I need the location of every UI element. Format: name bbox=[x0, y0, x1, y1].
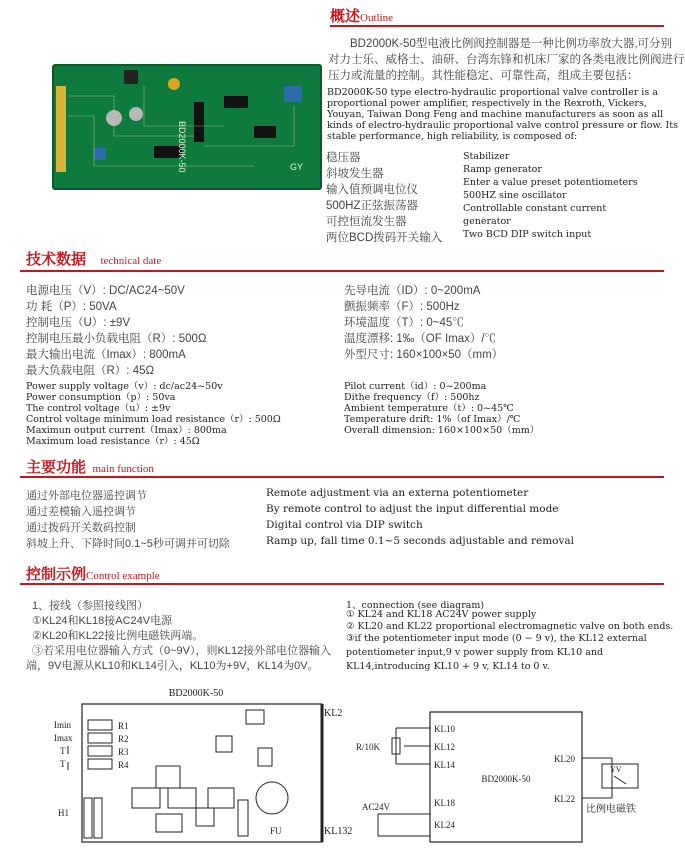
control-en-line: KL14,introducing KL10 + 9 v, KL14 to 0 v. bbox=[346, 661, 550, 672]
intro-en-line: proportional power amplifier, respectively in the Rexroth, Vickers, bbox=[327, 98, 647, 109]
fu-label: FU bbox=[270, 826, 282, 836]
connector-h1 bbox=[94, 798, 102, 838]
terminal-kl22: KL22 bbox=[554, 794, 575, 804]
function-en: By remote control to adjust the input differential mode bbox=[266, 503, 559, 515]
component-en: 500HZ sine oscillator bbox=[463, 190, 567, 201]
trimmer-r2 bbox=[88, 733, 112, 743]
trimmer-r3 bbox=[88, 746, 112, 756]
tech-spec-en: Maximun output current（Imax）: 800ma bbox=[26, 425, 227, 436]
control-zh-line: 端，9V电源从KL10和KL14引入，KL10为+9V，KL14为0V。 bbox=[26, 660, 319, 672]
coil-label: YV bbox=[610, 765, 622, 774]
tech-spec-zh: 外型尺寸: 160×100×50（mm） bbox=[344, 349, 504, 361]
pcb-photo bbox=[52, 64, 322, 190]
control-title bbox=[26, 563, 160, 584]
control-en-line: ① KL24 and KL18 AC24V power supply bbox=[346, 609, 537, 620]
component-zh: 稳压器 bbox=[326, 152, 361, 164]
component-block bbox=[238, 800, 248, 836]
component-block bbox=[246, 710, 264, 724]
tech-spec-en: Ambient temperature（t）: 0~45℃ bbox=[344, 403, 514, 414]
functions-title-en: main function bbox=[92, 463, 154, 475]
resistor-label: R1 bbox=[118, 721, 129, 731]
control-en-line: 1、connection (see diagram) bbox=[346, 600, 485, 611]
pcb-connector bbox=[56, 86, 66, 172]
control-title-zh: 控制示例 bbox=[26, 566, 87, 583]
pcb-illustration bbox=[54, 66, 320, 188]
coil-mark bbox=[614, 776, 626, 784]
pcb-ic bbox=[224, 96, 248, 108]
component-block bbox=[156, 814, 182, 832]
pcb-potentiometer bbox=[94, 148, 106, 160]
controller-title: BD2000K-50 bbox=[481, 774, 531, 784]
component-en: Ramp generator bbox=[463, 164, 542, 175]
component-block bbox=[132, 788, 160, 808]
resistor-label: R2 bbox=[118, 734, 129, 744]
tech-spec-en: Overall dimension: 160×100×50（mm） bbox=[344, 425, 540, 436]
intro-en-line: stable performance, high reliability, is composed of: bbox=[327, 131, 578, 142]
tech-spec-en: Control voltage minimum load resistance（r）: 500Ω bbox=[26, 414, 281, 425]
tech-spec-zh: 控制电压（U）: ±9V bbox=[26, 317, 131, 329]
function-zh: 通过差模输入遥控调节 bbox=[26, 506, 136, 518]
component-en: Controllable constant current bbox=[463, 203, 607, 214]
control-zh-line: 1、接线（参照接线图） bbox=[32, 600, 149, 612]
row-label-imax: Imax bbox=[54, 733, 73, 743]
pcb-ic bbox=[194, 102, 204, 142]
transistor bbox=[196, 808, 214, 826]
pcb-trimmer bbox=[124, 70, 138, 84]
component-block bbox=[216, 736, 232, 752]
intro-en-line: Youyan, Taiwan Dong Feng and machine manufacturers as soon as all bbox=[327, 109, 664, 120]
fuse-circle bbox=[256, 782, 288, 814]
tech-spec-zh: 环境温度（T）: 0~45℃ bbox=[344, 317, 464, 329]
pcb-capacitor bbox=[129, 107, 143, 121]
pcb-capacitor bbox=[168, 78, 180, 90]
overview-title-en: Outline bbox=[360, 12, 394, 24]
technical-rule bbox=[20, 270, 664, 272]
terminal-kl20: KL20 bbox=[554, 754, 575, 764]
connector-h1 bbox=[84, 798, 92, 838]
overview-rule bbox=[330, 25, 664, 27]
intro-zh-line: BD2000K-50型电液比例阀控制器是一种比例功率放大器,可分别 bbox=[350, 38, 673, 50]
tech-spec-zh: 控制电压最小负载电阻（R）: 500Ω bbox=[26, 333, 207, 345]
terminal-kl10: KL10 bbox=[434, 724, 455, 734]
component-en: Two BCD DIP switch input bbox=[463, 229, 592, 240]
component-en: Enter a value preset potentiometers bbox=[463, 177, 638, 188]
tech-spec-en: Power supply voltage（v）: dc/ac24~50v bbox=[26, 381, 223, 392]
function-en: Digital control via DIP switch bbox=[266, 519, 423, 531]
tech-spec-en: Temperature drift: 1%（of Imax）/℃ bbox=[344, 414, 521, 425]
tech-spec-zh: 最大输出电流（Imax）: 800mA bbox=[26, 349, 186, 361]
row-label-t-up: T bbox=[60, 746, 66, 756]
supply-label: AC24V bbox=[362, 802, 391, 812]
valve-label: 比例电磁铁 bbox=[586, 804, 636, 815]
intro-zh-line: 压力或流量的控制。其性能稳定、可靠性高，组成主要包括： bbox=[328, 70, 639, 82]
overview-title bbox=[330, 5, 393, 26]
function-zh: 斜坡上升、下降时间0.1~5秒可调并可切除 bbox=[26, 538, 230, 550]
terminal-kl12: KL12 bbox=[434, 742, 455, 752]
component-en: Stabilizer bbox=[463, 151, 510, 162]
kl132-label: KL132 bbox=[324, 826, 353, 837]
h1-label: H1 bbox=[58, 808, 69, 818]
technical-title bbox=[26, 248, 161, 269]
tech-spec-en: Power consumption（p）: 50va bbox=[26, 392, 176, 403]
component-block bbox=[168, 788, 196, 808]
tech-spec-zh: 电源电压（V）: DC/AC24~50V bbox=[26, 285, 185, 297]
component-block bbox=[258, 748, 272, 766]
component-block bbox=[208, 788, 234, 808]
function-zh: 通过拨码开关数码控制 bbox=[26, 522, 136, 534]
control-en-line: ② KL20 and KL22 proportional electromagnetic valve on both ends. bbox=[346, 621, 674, 632]
terminal-kl24: KL24 bbox=[434, 820, 455, 830]
control-en-line: ③if the potentiometer input mode (0 − 9 v), the KL12 external bbox=[346, 633, 647, 644]
component-block bbox=[156, 766, 180, 788]
pcb-mark: GY bbox=[290, 162, 304, 172]
functions-rule bbox=[20, 476, 664, 478]
control-zh-line: ①KL24和KL18接AC24V电源 bbox=[32, 615, 173, 627]
component-zh: 输入值预调电位仪 bbox=[326, 184, 418, 196]
function-en: Ramp up, fall time 0.1~5 seconds adjustable and removal bbox=[266, 535, 575, 547]
trimmer-r4 bbox=[88, 759, 112, 769]
board-layout-diagram bbox=[48, 684, 353, 848]
board-layout-title: BD2000K-50 bbox=[168, 688, 224, 699]
control-zh-line: ②KL20和KL22接比例电磁铁两端。 bbox=[32, 630, 204, 642]
component-zh: 两位BCD拨码开关输入 bbox=[326, 232, 443, 244]
tech-spec-zh: 先导电流（ID）: 0~200mA bbox=[344, 285, 481, 297]
trimmer-r1 bbox=[88, 720, 112, 730]
tech-spec-en: Pilot current（id）: 0~200ma bbox=[344, 381, 487, 392]
technical-title-zh: 技术数据 bbox=[26, 251, 87, 268]
technical-title-en: technical date bbox=[100, 255, 162, 267]
terminal-kl18: KL18 bbox=[434, 798, 455, 808]
pcb-ic bbox=[254, 126, 276, 138]
function-en: Remote adjustment via an externa potentiometer bbox=[266, 487, 529, 499]
kl2-label: KL2 bbox=[324, 708, 343, 719]
component-zh: 斜坡发生器 bbox=[326, 168, 384, 180]
terminal-kl14: KL14 bbox=[434, 760, 455, 770]
control-en-line: potentiometer input,9 v power supply from KL10 and bbox=[346, 647, 604, 658]
functions-title-zh: 主要功能 bbox=[26, 459, 87, 476]
resistor-label: R3 bbox=[118, 747, 129, 757]
tech-spec-zh: 温度漂移: 1‰（OF Imax）/℃ bbox=[344, 333, 497, 345]
component-zh: 500HZ正弦振荡器 bbox=[326, 200, 419, 212]
resistor-label: R4 bbox=[118, 760, 129, 770]
functions-title bbox=[26, 456, 154, 477]
component-en: generator bbox=[463, 216, 511, 227]
function-zh: 通过外部电位器遥控调节 bbox=[26, 490, 147, 502]
pot-label: R/10K bbox=[356, 742, 381, 752]
intro-zh-line: 对力士乐、威格士、油研、台湾东锋和机床厂家的各类电液比例阀进行 bbox=[328, 54, 685, 66]
intro-en-line: BD2000K-50 type electro-hydraulic proportional valve controller is a bbox=[327, 87, 658, 98]
wiring-diagram bbox=[348, 684, 674, 848]
intro-en-line: kinds of electro-hydraulic proportional valve control pressure or flow. Its bbox=[327, 120, 678, 131]
row-label-t-down: T bbox=[60, 759, 66, 769]
tech-spec-zh: 最大负载电阻（R）: 45Ω bbox=[26, 365, 155, 377]
row-label-imin: Imin bbox=[54, 720, 71, 730]
tech-spec-en: The control voltage（u）: ±9v bbox=[26, 403, 171, 414]
component-zh: 可控恒流发生器 bbox=[326, 216, 407, 228]
control-rule bbox=[20, 583, 664, 585]
tech-spec-zh: 颤振频率（F）: 500Hz bbox=[344, 301, 460, 313]
tech-spec-en: Maximum load resistance（r）: 45Ω bbox=[26, 436, 200, 447]
pcb-label: BD2000K-50 bbox=[177, 121, 187, 173]
pcb-dip-switch bbox=[284, 86, 302, 102]
control-zh-line: ③若采用电位器输入方式（0~9V），则KL12接外部电位器输入 bbox=[32, 645, 332, 657]
overview-title-zh: 概述 bbox=[330, 8, 361, 25]
control-title-en: Control example bbox=[86, 570, 160, 582]
tech-spec-zh: 功 耗（P）: 50VA bbox=[26, 301, 117, 313]
tech-spec-en: Dithe frequency（f）: 500hz bbox=[344, 392, 480, 403]
